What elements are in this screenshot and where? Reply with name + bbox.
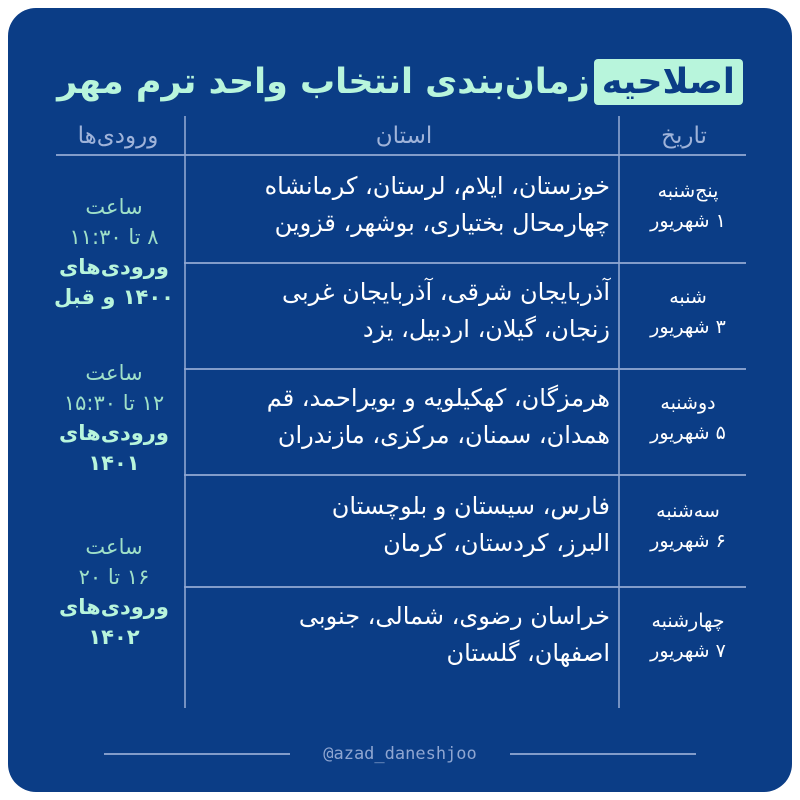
provinces-line: چهارمحال بختیاری، بوشهر، قزوین (274, 209, 610, 237)
row-date (628, 176, 748, 236)
page-title (48, 52, 752, 112)
title-highlight-badge: اصلاحیه (594, 59, 743, 105)
header-date: تاریخ (661, 123, 707, 149)
time-label: ساعت (85, 535, 143, 559)
row-day-date: ۳ شهریور (650, 316, 726, 338)
row-day: دوشنبه (660, 392, 716, 414)
time-range: ۱۶ تا ۲۰ (78, 565, 150, 589)
row-divider (184, 368, 746, 370)
time-range: ۱۲ تا ۱۵:۳۰ (63, 391, 165, 415)
row-divider (184, 474, 746, 476)
header-divider (56, 154, 746, 156)
row-divider (184, 586, 746, 588)
row-provinces (198, 274, 610, 348)
schedule-card (8, 8, 792, 792)
entrant-block (48, 358, 180, 478)
time-label: ساعت (85, 361, 143, 385)
row-provinces (198, 598, 610, 672)
entrant-group-year: ۱۴۰۲ (88, 625, 140, 649)
row-provinces (198, 488, 610, 562)
entrant-block (48, 192, 180, 312)
provinces-line: اصفهان، گلستان (446, 639, 610, 667)
footer-rule-right (510, 753, 696, 755)
row-divider (184, 262, 746, 264)
provinces-line: همدان، سمنان، مرکزی، مازندران (277, 421, 610, 449)
provinces-line: هرمزگان، کهکیلویه و بویراحمد، قم (266, 384, 610, 412)
provinces-line: البرز، کردستان، کرمان (383, 529, 610, 557)
provinces-line: آذربایجان شرقی، آذربایجان غربی (281, 278, 610, 306)
entrant-group-label: ورودی‌های (59, 255, 169, 279)
column-divider-date (618, 116, 620, 708)
row-day-date: ۵ شهریور (650, 422, 726, 444)
provinces-line: خراسان رضوی، شمالی، جنوبی (298, 602, 610, 630)
row-date (628, 282, 748, 342)
entrant-group-label: ورودی‌های (59, 421, 169, 445)
time-label: ساعت (85, 195, 143, 219)
footer-rule-left (104, 753, 290, 755)
entrant-group-label: ورودی‌های (59, 595, 169, 619)
time-range: ۸ تا ۱۱:۳۰ (69, 225, 159, 249)
row-day: شنبه (669, 286, 707, 308)
entrant-group-year: ۱۴۰۱ (88, 451, 140, 475)
provinces-line: زنجان، گیلان، اردبیل، یزد (362, 315, 610, 343)
header-province: استان (375, 123, 433, 149)
row-day-date: ۶ شهریور (650, 530, 726, 552)
header-entrants: ورودی‌ها (77, 123, 159, 149)
row-provinces (198, 168, 610, 242)
provinces-line: خوزستان، ایلام، لرستان، کرمانشاه (264, 172, 610, 200)
column-divider-entrants (184, 116, 186, 708)
title-text: زمان‌بندی انتخاب واحد ترم مهر (57, 62, 590, 102)
entrant-group-year: ۱۴۰۰ و قبل (53, 285, 175, 309)
footer-handle: @azad_daneshjoo (323, 744, 477, 764)
row-date (628, 388, 748, 448)
provinces-line: فارس، سیستان و بلوچستان (331, 492, 610, 520)
row-provinces (198, 380, 610, 454)
row-day-date: ۷ شهریور (650, 640, 726, 662)
row-day: چهارشنبه (651, 610, 725, 632)
row-date (628, 606, 748, 666)
row-day: سه‌شنبه (656, 500, 720, 522)
row-day-date: ۱ شهریور (650, 210, 726, 232)
row-day: پنج‌شنبه (657, 180, 719, 202)
row-date (628, 496, 748, 556)
entrant-block (48, 532, 180, 652)
